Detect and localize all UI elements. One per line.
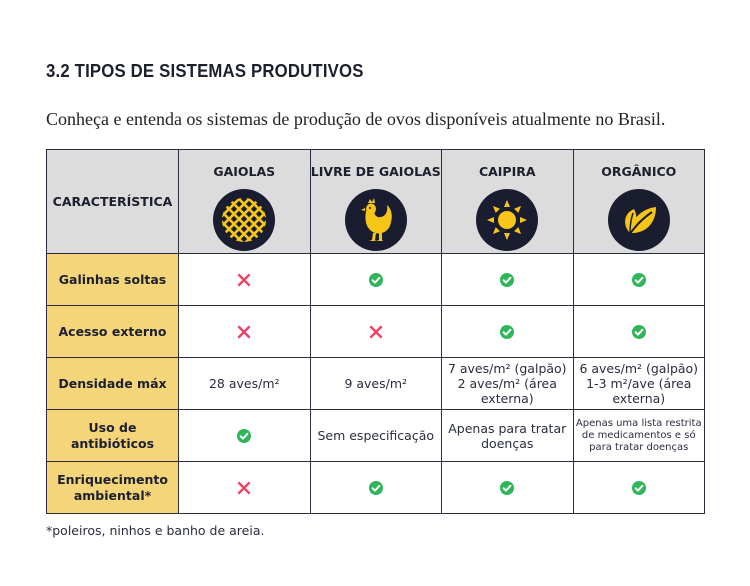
section-heading: 3.2 TIPOS DE SISTEMAS PRODUTIVOS	[46, 61, 364, 81]
table-row	[47, 410, 705, 462]
cross-icon	[179, 254, 311, 306]
check-icon	[179, 410, 311, 462]
system-title: GAIOLAS	[213, 163, 276, 179]
value-text: 7 aves/m² (galpão) 2 aves/m² (área externa)	[442, 358, 574, 410]
feature-label: Acesso externo	[47, 306, 179, 358]
value-text: Apenas para tratar doenças	[442, 410, 574, 462]
system-header-caipira	[442, 150, 574, 254]
value-text: Sem especificação	[310, 410, 442, 462]
hen-icon	[345, 189, 407, 251]
table-row	[47, 462, 705, 514]
table-row	[47, 254, 705, 306]
table-row	[47, 306, 705, 358]
system-header-gaiolas	[179, 150, 311, 254]
corner-header: CARACTERÍSTICA	[47, 150, 179, 254]
value-text: Apenas uma lista restrita de medicamentos e só para tratar doenças	[573, 410, 705, 462]
sun-icon	[476, 189, 538, 251]
check-icon	[442, 306, 574, 358]
system-header-livre	[310, 150, 442, 254]
check-icon	[442, 462, 574, 514]
value-text: 28 aves/m²	[179, 358, 311, 410]
table-row	[47, 358, 705, 410]
check-icon	[573, 462, 705, 514]
cross-icon	[310, 306, 442, 358]
feature-label: Densidade máx	[47, 358, 179, 410]
system-title: LIVRE DE GAIOLAS	[310, 163, 441, 179]
table-header-row	[47, 150, 705, 254]
footnote: *poleiros, ninhos e banho de areia.	[46, 523, 265, 538]
feature-label: Enriquecimento ambiental*	[47, 462, 179, 514]
check-icon	[310, 254, 442, 306]
cross-icon	[179, 462, 311, 514]
check-icon	[310, 462, 442, 514]
check-icon	[442, 254, 574, 306]
production-systems-table	[46, 149, 705, 514]
system-title: ORGÂNICO	[601, 163, 677, 179]
check-icon	[573, 254, 705, 306]
feature-label: Uso de antibióticos	[47, 410, 179, 462]
intro-paragraph: Conheça e entenda os sistemas de produção de ovos disponíveis atualmente no Brasil.	[46, 109, 666, 129]
feature-label: Galinhas soltas	[47, 254, 179, 306]
system-title: CAIPIRA	[478, 163, 536, 179]
system-header-organico	[573, 150, 705, 254]
value-text: 6 aves/m² (galpão) 1-3 m²/ave (área externa)	[573, 358, 705, 410]
leaves-icon	[608, 189, 670, 251]
value-text: 9 aves/m²	[310, 358, 442, 410]
check-icon	[573, 306, 705, 358]
cage-grid-icon	[213, 189, 275, 251]
cross-icon	[179, 306, 311, 358]
